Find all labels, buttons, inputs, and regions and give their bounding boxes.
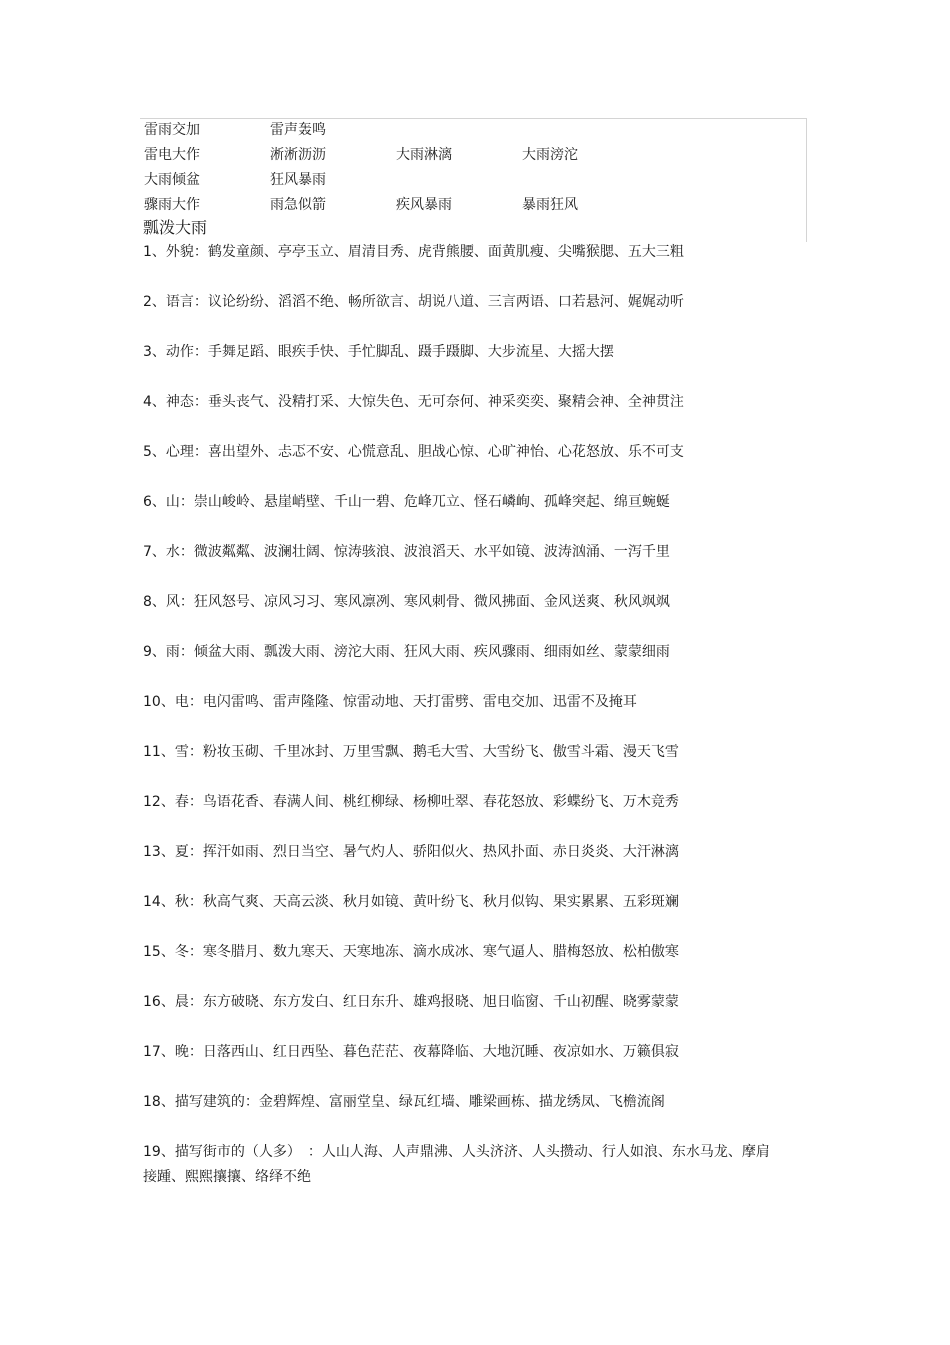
- item-topic: 神态：: [165, 394, 208, 410]
- table-row: [144, 144, 804, 166]
- table-cell: 疾风暴雨: [396, 197, 452, 213]
- item-topic: 夏：: [174, 844, 203, 860]
- list-item: [143, 940, 783, 965]
- list-item: [143, 840, 783, 865]
- list-item: [143, 290, 783, 315]
- item-number: 6、: [143, 494, 166, 510]
- table-row: [144, 169, 804, 191]
- item-number: 5、: [143, 444, 166, 460]
- item-number: 2、: [143, 294, 166, 310]
- list-item: [143, 490, 783, 515]
- table-cell: 雷雨交加: [144, 122, 200, 138]
- list-item: [143, 640, 783, 665]
- item-number: 1、: [143, 244, 166, 260]
- item-number: 7、: [143, 544, 166, 560]
- item-topic: 风：: [165, 594, 194, 610]
- list-item: [143, 440, 783, 465]
- item-number: 8、: [143, 594, 166, 610]
- item-topic: 春：: [174, 794, 203, 810]
- table-cell: 大雨滂沱: [522, 147, 578, 163]
- item-number: 16、: [143, 994, 175, 1010]
- list-item: [143, 1140, 783, 1190]
- item-text: 鸟语花香、春满人间、桃红柳绿、杨柳吐翠、春花怒放、彩蝶纷飞、万木竞秀: [202, 794, 679, 810]
- list-item: [143, 540, 783, 565]
- item-number: 12、: [143, 794, 175, 810]
- list-item: [143, 690, 783, 715]
- item-text: 手舞足蹈、眼疾手快、手忙脚乱、蹑手蹑脚、大步流星、大摇大摆: [207, 344, 614, 360]
- item-text: 倾盆大雨、瓢泼大雨、滂沱大雨、狂风大雨、疾风骤雨、细雨如丝、蒙蒙细雨: [193, 644, 670, 660]
- item-text: 鹤发童颜、亭亭玉立、眉清目秀、虎背熊腰、面黄肌瘦、尖嘴猴腮、五大三粗: [207, 244, 684, 260]
- section-title: 瓢泼大雨: [143, 218, 208, 237]
- list-item: [143, 890, 783, 915]
- item-topic: 雪：: [174, 744, 203, 760]
- item-number: 3、: [143, 344, 166, 360]
- item-number: 10、: [143, 694, 175, 710]
- item-text: 喜出望外、忐忑不安、心慌意乱、胆战心惊、心旷神怡、心花怒放、乐不可支: [207, 444, 684, 460]
- list-item: [143, 340, 783, 365]
- item-number: 17、: [143, 1044, 175, 1060]
- item-topic: 雨：: [165, 644, 194, 660]
- item-topic: 心理：: [165, 444, 208, 460]
- item-topic: 秋：: [174, 894, 203, 910]
- item-text: 东方破晓、东方发白、红日东升、雄鸡报晓、旭日临窗、千山初醒、晓雾蒙蒙: [202, 994, 679, 1010]
- item-text: 垂头丧气、没精打采、大惊失色、无可奈何、神采奕奕、聚精会神、全神贯注: [207, 394, 684, 410]
- item-topic: 山：: [165, 494, 194, 510]
- item-text: 寒冬腊月、数九寒天、天寒地冻、滴水成冰、寒气逼人、腊梅怒放、松柏傲寒: [202, 944, 679, 960]
- list-item: [143, 1040, 783, 1065]
- item-text: 崇山峻岭、悬崖峭壁、千山一碧、危峰兀立、怪石嶙峋、孤峰突起、绵亘蜿蜒: [193, 494, 670, 510]
- table-cell: 大雨倾盆: [144, 172, 200, 188]
- item-number: 14、: [143, 894, 175, 910]
- item-text: 日落西山、红日西坠、暮色茫茫、夜幕降临、大地沉睡、夜凉如水、万籁俱寂: [202, 1044, 679, 1060]
- item-number: 19、: [143, 1144, 175, 1160]
- table-cell: 狂风暴雨: [270, 172, 326, 188]
- item-topic: 语言：: [165, 294, 208, 310]
- item-topic: 水：: [165, 544, 194, 560]
- list-item: [143, 590, 783, 615]
- item-topic: 动作：: [165, 344, 208, 360]
- item-topic: 电：: [174, 694, 203, 710]
- item-topic: 冬：: [174, 944, 203, 960]
- table-row: [144, 119, 804, 141]
- table-cell: 雷声轰鸣: [270, 122, 326, 138]
- table-row: [144, 194, 804, 216]
- item-topic: 晨：: [174, 994, 203, 1010]
- table-cell: 雷电大作: [144, 147, 200, 163]
- item-text: 微波粼粼、波澜壮阔、惊涛骇浪、波浪滔天、水平如镜、波涛汹涌、一泻千里: [193, 544, 670, 560]
- list-item: [143, 1090, 783, 1115]
- item-topic: 描写街市的（人多） ：: [174, 1144, 322, 1160]
- item-number: 9、: [143, 644, 166, 660]
- list-item: [143, 390, 783, 415]
- item-text: 金碧辉煌、富丽堂皇、绿瓦红墙、雕梁画栋、描龙绣凤、飞檐流阁: [258, 1094, 665, 1110]
- item-topic: 晚：: [174, 1044, 203, 1060]
- item-number: 11、: [143, 744, 175, 760]
- item-text: 狂风怒号、凉风习习、寒风凛冽、寒风刺骨、微风拂面、金风送爽、秋风飒飒: [193, 594, 670, 610]
- item-text: 电闪雷鸣、雷声隆隆、惊雷动地、天打雷劈、雷电交加、迅雷不及掩耳: [202, 694, 637, 710]
- item-topic: 描写建筑的：: [174, 1094, 259, 1110]
- item-text: 粉妆玉砌、千里冰封、万里雪飘、鹅毛大雪、大雪纷飞、傲雪斗霜、漫天飞雪: [202, 744, 679, 760]
- phrase-table: [140, 118, 807, 242]
- list-item: [143, 790, 783, 815]
- item-text: 秋高气爽、天高云淡、秋月如镜、黄叶纷飞、秋月似钩、果实累累、五彩斑斓: [202, 894, 679, 910]
- table-cell: 大雨淋漓: [396, 147, 452, 163]
- item-text: 挥汗如雨、烈日当空、暑气灼人、骄阳似火、热风扑面、赤日炎炎、大汗淋漓: [202, 844, 679, 860]
- item-number: 18、: [143, 1094, 175, 1110]
- item-text: 人山人海、人声鼎沸、人头济济、人头攒动、行人如浪、东水马龙、摩肩接踵、熙熙攘攘、络绎不绝: [143, 1144, 770, 1185]
- item-text: 议论纷纷、滔滔不绝、畅所欲言、胡说八道、三言两语、口若悬河、娓娓动听: [207, 294, 684, 310]
- item-number: 4、: [143, 394, 166, 410]
- list-item: [143, 990, 783, 1015]
- item-number: 15、: [143, 944, 175, 960]
- table-cell: 淅淅沥沥: [270, 147, 326, 163]
- item-topic: 外貌：: [165, 244, 208, 260]
- table-cell: 雨急似箭: [270, 197, 326, 213]
- list-item: [143, 740, 783, 765]
- table-cell: 骤雨大作: [144, 197, 200, 213]
- list-item: [143, 240, 783, 265]
- wrapped-text: [143, 1140, 783, 1190]
- table-cell: 暴雨狂风: [522, 197, 578, 213]
- item-number: 13、: [143, 844, 175, 860]
